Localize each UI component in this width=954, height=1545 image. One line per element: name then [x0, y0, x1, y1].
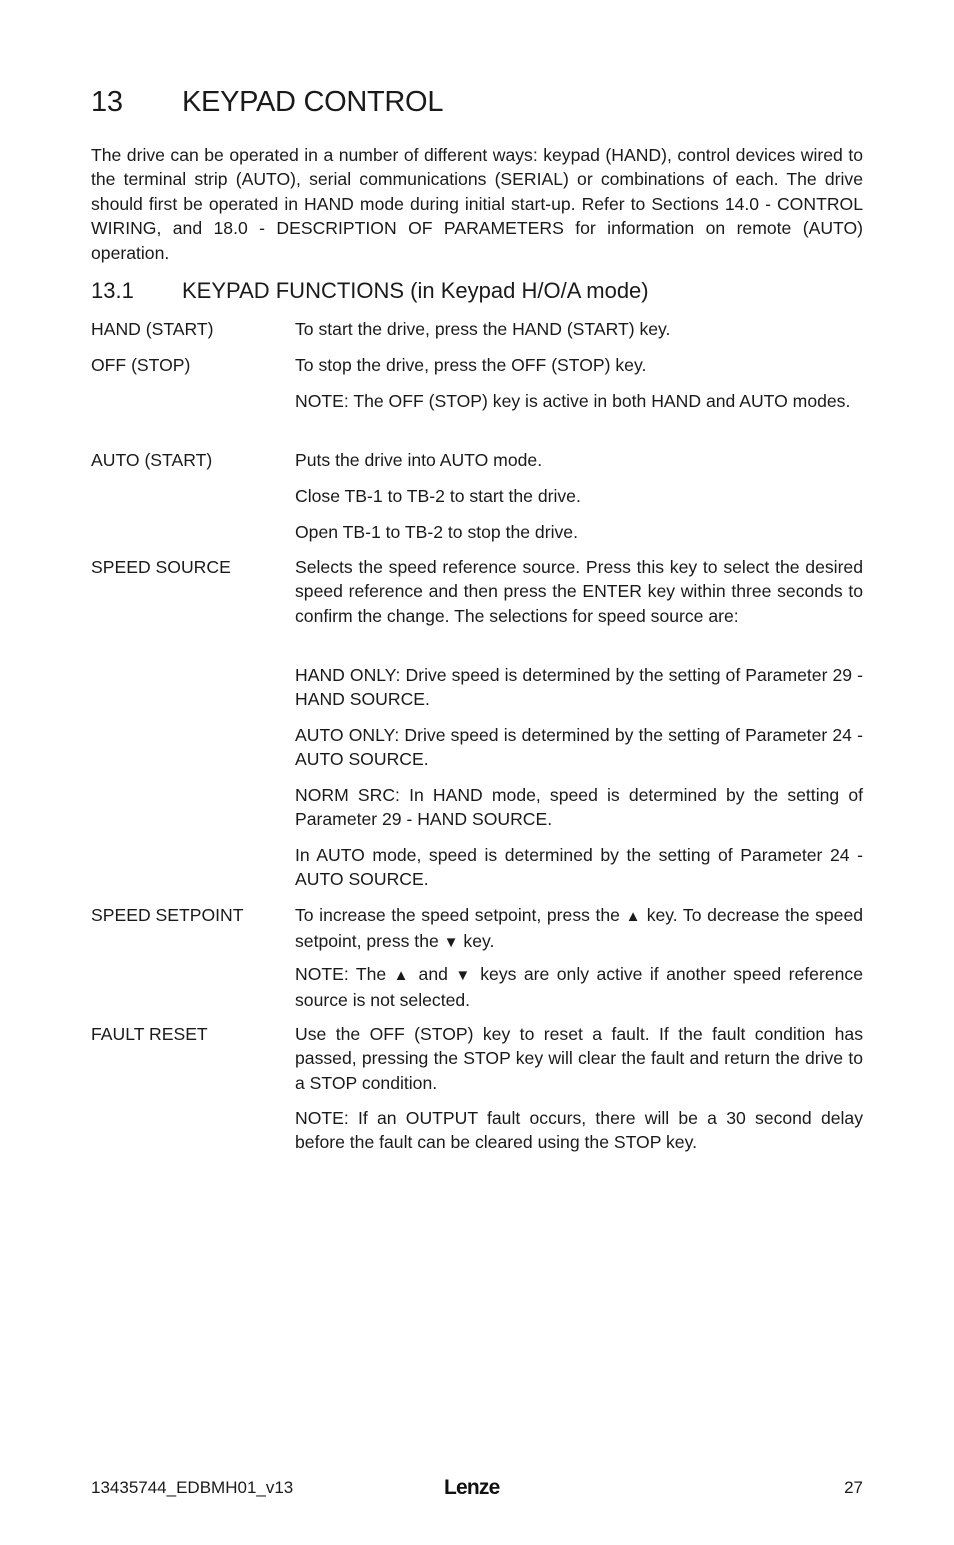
down-arrow-icon: ▼: [455, 967, 473, 984]
up-arrow-icon: ▲: [393, 967, 412, 984]
desc-hand-start: To start the drive, press the HAND (START) key.: [295, 319, 671, 339]
intro-paragraph: The drive can be operated in a number of different ways: keypad (HAND), control devices wired to the terminal strip (AUTO), serial communications (SERIAL) or combinations of each. The drive should first be operated in HAND mode during initial start-up. Refer to Sections 14.0 - CONTROL WIRING, and 18.0 - DESCRIPTION OF PARAMETERS for information on remote (AUTO) operation.: [91, 145, 863, 263]
note-fault-reset: NOTE: If an OUTPUT fault occurs, there will be a 30 second delay before the fault can be cleared using the STOP key.: [295, 1108, 863, 1153]
page-number: 27: [844, 1478, 863, 1497]
subsection-number: 13.1: [91, 278, 134, 303]
desc-auto-open: Open TB-1 to TB-2 to stop the drive.: [295, 522, 578, 542]
term-hand-start: HAND (START): [91, 319, 214, 339]
desc-auto-close: Close TB-1 to TB-2 to start the drive.: [295, 486, 581, 506]
note-text-b: and: [418, 964, 448, 984]
subsection-title: KEYPAD FUNCTIONS (in Keypad H/O/A mode): [182, 278, 649, 303]
up-arrow-icon: ▲: [625, 908, 642, 925]
setpoint-text-b: key. To decrease the speed setpoint, press the: [295, 905, 864, 952]
desc-fault-reset: Use the OFF (STOP) key to reset a fault. If the fault condition has passed, pressing the STOP key will clear the fault and return the drive to a STOP condition.: [295, 1024, 863, 1093]
term-off-stop: OFF (STOP): [91, 355, 191, 375]
setpoint-text-a: To increase the speed setpoint, press the: [295, 905, 620, 925]
subsection-heading: [91, 278, 649, 304]
desc-off-stop: To stop the drive, press the OFF (STOP) key.: [295, 355, 647, 375]
desc-hand-only: HAND ONLY: Drive speed is determined by the setting of Parameter 29 - HAND SOURCE.: [295, 665, 863, 710]
term-speed-source: SPEED SOURCE: [91, 557, 231, 577]
section-number: 13: [91, 86, 123, 118]
term-fault-reset: FAULT RESET: [91, 1024, 208, 1044]
down-arrow-icon: ▼: [443, 934, 459, 952]
setpoint-text-c: key.: [463, 931, 495, 952]
term-speed-setpoint: SPEED SETPOINT: [91, 905, 244, 925]
desc-speed-source: Selects the speed reference source. Press this key to select the desired speed reference and then press the ENTER key within three seconds to confirm the change. The selections for speed source are:: [295, 557, 863, 626]
term-auto-start: AUTO (START): [91, 450, 213, 470]
section-heading: [91, 86, 443, 119]
desc-auto-start: Puts the drive into AUTO mode.: [295, 450, 543, 470]
note-text-c: keys are only active if another speed reference source is not selected.: [295, 964, 863, 1011]
note-text-a: NOTE: The: [295, 964, 387, 984]
desc-speed-setpoint: [295, 903, 863, 956]
lenze-logo: Lenze: [444, 1476, 500, 1499]
section-title: KEYPAD CONTROL: [182, 86, 444, 118]
note-off-stop: NOTE: The OFF (STOP) key is active in both HAND and AUTO modes.: [295, 391, 851, 411]
document-id: 13435744_EDBMH01_v13: [91, 1478, 294, 1497]
note-speed-setpoint: [295, 962, 863, 1013]
desc-auto-mode: In AUTO mode, speed is determined by the setting of Parameter 24 - AUTO SOURCE.: [295, 845, 863, 890]
desc-norm-src: NORM SRC: In HAND mode, speed is determined by the setting of Parameter 29 - HAND SOURCE.: [295, 785, 863, 830]
desc-auto-only: AUTO ONLY: Drive speed is determined by the setting of Parameter 24 - AUTO SOURCE.: [295, 725, 863, 770]
